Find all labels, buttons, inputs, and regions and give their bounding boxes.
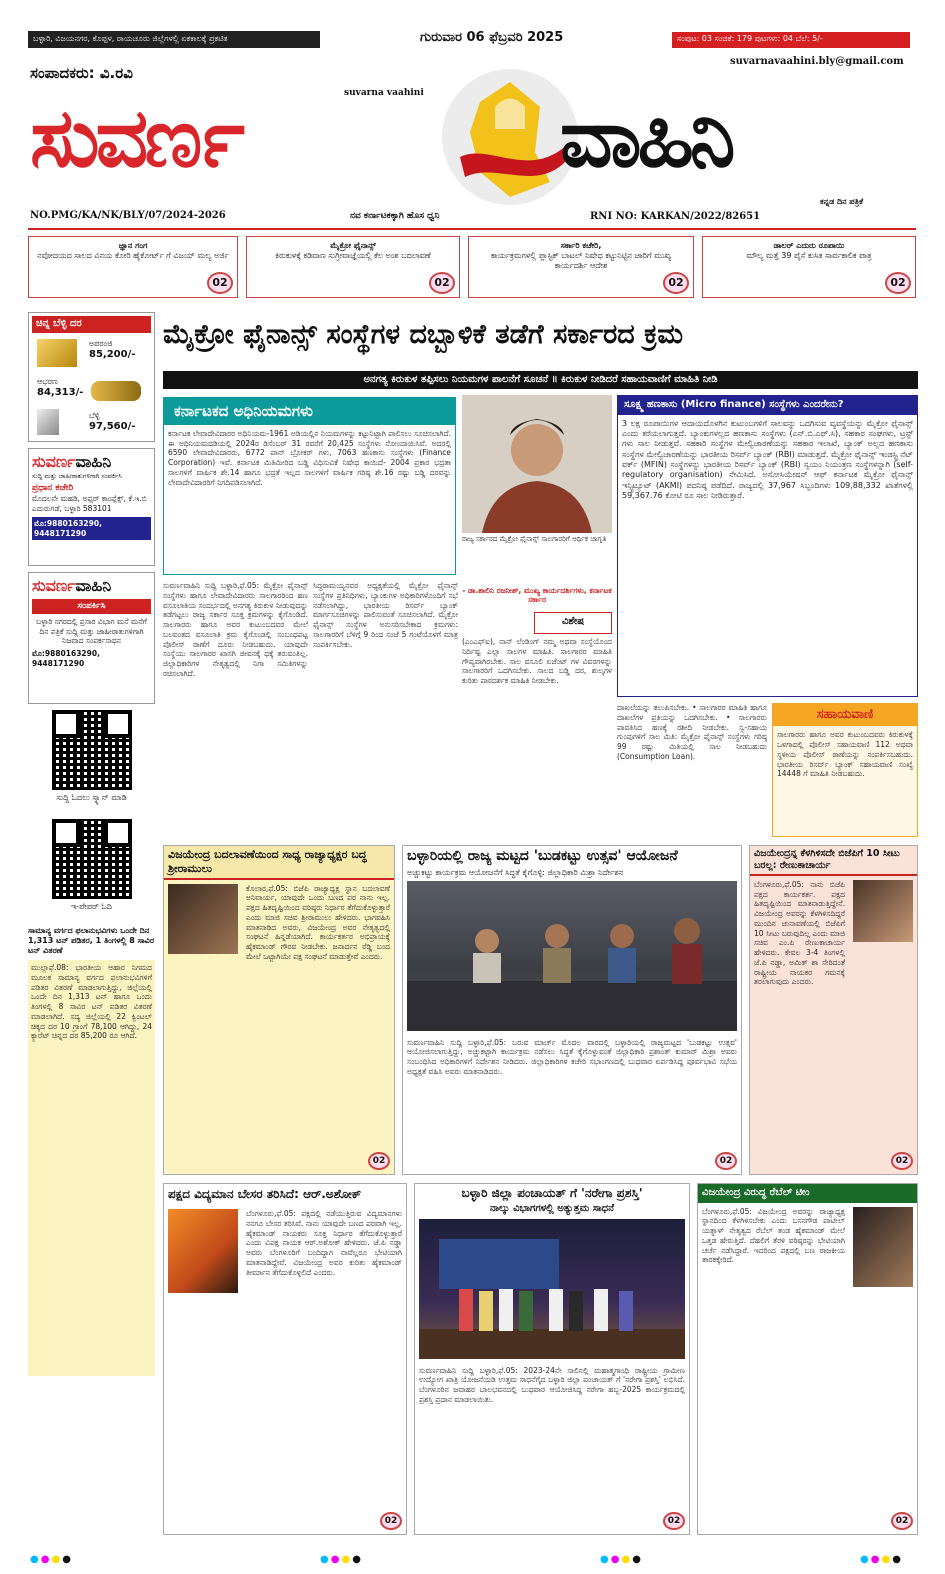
- story-renukacharya[interactable]: [749, 845, 918, 1175]
- acts-box-text: ಕರ್ನಾಟಕ ಲೇವಾದೇವಿದಾರರ ಅಧಿನಿಯಮ-1961 ಅಡಿಯಲ್ಲಿನ ನಿಯಮಗಳನ್ನು ಕಟ್ಟುನಿಟ್ಟಾಗಿ ಪಾಲಿಸಲು ಸೂಚಿಸಲಾಗಿದೆ. ಈ ಅಧಿನಿಯಮದಡಿಯಲ್ಲಿ 2024ರ ಡಿಸೆಂಬರ್ 31 ರವರೆಗೆ 20,425 ಸಂಸ್ಥೆಗಳು ನೋಂದಾಯಿಸಿವೆ. ಅದರಲ್ಲಿ 6590 ಲೇವಾದೇವಿದಾರರು, 6772 ಪಾನ್ ಬ್ರೋಕರ್ ಗಳು, 7063 ಹಣಕಾಸು ಸಂಸ್ಥೆಗಳು (Finance Corporation) ಇವೆ. ಕರ್ನಾಟಕ ಮಿತಿಮೀರಿದ ಬಡ್ಡಿ ವಿಧಿಸುವಿಕೆ ನಿಷೇಧ ಕಾಯಿದೆ- 2004 ಪ್ರಕಾರ ಭದ್ರತಾ ಸಾಲಗಳಿಗೆ ವಾರ್ಷಿಕ ಶೇ.14 ಹಾಗೂ ಭದ್ರತೆ ಇಲ್ಲದ ಸಾಲಗಳಿಗೆ ವಾರ್ಷಿಕ ಗರಿಷ್ಠ ಶೇ.16 ರಷ್ಟು ಬಡ್ಡಿ ದರವನ್ನು ಲೇವಾದೇವಿದಾರರಿಗೆ ನಿಗದಿಪಡಿಸಲಾಗಿದೆ.: [168, 428, 451, 487]
- qr-code-epaper-icon[interactable]: [52, 819, 132, 899]
- helpline-title: ಸಹಾಯವಾಣಿ: [773, 704, 917, 726]
- contact-email[interactable]: suvarnavaahini.bly@gmail.com: [730, 56, 904, 67]
- award-photo: [419, 1219, 685, 1359]
- teaser-text: ಕಿರುಕುಳಕ್ಕೆ ಕಡಿವಾಣ ಸುಗ್ರೀವಾಜ್ಞೆಯಲ್ಲಿ ಕೆಲ ಅಂಶ ಬದಲಾವಣೆ: [275, 251, 431, 260]
- office-phone[interactable]: ಮೊ:9880163290, 9448171290: [32, 517, 151, 540]
- mini-logo: ಸುವರ್ಣವಾಹಿನಿ: [32, 576, 112, 595]
- story-text: ಕೊಲಾರ,ಫೆ.05: ಬಿಜೆಪಿ ರಾಜ್ಯಾಧ್ಯಕ್ಷ ಸ್ಥಾನ ಬದಲಾವಣೆ ಅನಿವಾರ್ಯ, ಯಾವುದೇ ಒಂದು ಬಣದ ಪರ ನಾನು ಇಲ್ಲ. ಪಕ್ಷದ ಹಿತದೃಷ್ಟಿಯಿಂದ ವರಿಷ್ಠರು ನಿರ್ಧಾರ ತೆಗೆದುಕೊಳ್ಳುತ್ತಾರೆ ಎಂದು ಮಾಜಿ ಸಚಿವ ಶ್ರೀರಾಮುಲು ಹೇಳಿದರು. ಭಾಗವಹಿಸಿ ಮಾತನಾಡಿದ ಅವರು, ವಿಜಯೇಂದ್ರ ಅವರ ನೇತೃತ್ವದಲ್ಲಿ ಸಂಘಟನೆ ಹಿನ್ನಡೆಯಾಗಿದೆ. ಕಾರ್ಯಕರ್ತರ ಅಭಿಪ್ರಾಯಕ್ಕೆ ಹೈಕಮಾಂಡ್ ಗೌರವ ನೀಡಬೇಕು. ಜನಾರ್ದನ ರೆಡ್ಡಿ ಬಂದ ಮೇಲೆ ಒಟ್ಟಾಗಿಯೇ ಪಕ್ಷ ಸಂಘಟನೆ ಮಾಡುತ್ತೇವೆ ಎಂದರು.: [246, 883, 390, 961]
- contact-box: [28, 572, 155, 704]
- story-text: ಸುವರ್ಣವಾಹಿನಿ ಸುದ್ದಿ ಬಳ್ಳಾರಿ,ಫೆ.05: ಬರುವ ಮಾರ್ಚ್ ಮೊದಲ ವಾರದಲ್ಲಿ ಬಳ್ಳಾರಿಯಲ್ಲಿ ರಾಜ್ಯಮಟ್ಟದ 'ಬುಡಕಟ್ಟು ಉತ್ಸವ' ಆಯೋಜಿಸಲಾಗುತ್ತಿದ್ದು, ಅಚ್ಚುಕಟ್ಟಾಗಿ ಕಾರ್ಯಕ್ರಮ ನಡೆಸಲು ಸಿದ್ಧತೆ ಕೈಗೊಳ್ಳುವಂತೆ ಜಿಲ್ಲಾಧಿಕಾರಿ ಪ್ರಶಾಂತ್ ಕುಮಾರ್ ಮಿಶ್ರಾ ಅವರು ಸಂಬಂಧಿಸಿದ ಅಧಿಕಾರಿಗಳಿಗೆ ನಿರ್ದೇಶನ ನೀಡಿದರು. ಜಿಲ್ಲಾಧಿಕಾರಿಗಳ ಕಚೇರಿ ಸಭಾಂಗಣದಲ್ಲಿ ಬುಧವಾರ ಏರ್ಪಡಿಸಿದ್ದ ಪೂರ್ವಭಾವಿ ಸಭೆಯ ಅಧ್ಯಕ್ಷತೆ ವಹಿಸಿ ಅವರು ಮಾತನಾಡಿದರು.: [407, 1037, 737, 1076]
- office-box: [28, 448, 155, 566]
- teaser-title: ಸರ್ಕಾರಿ ಕಚೇರಿ,: [560, 241, 602, 250]
- editor-line: ಸಂಪಾದಕರು: ವಿ.ರವಿ: [30, 64, 133, 82]
- teaser-2[interactable]: [246, 236, 460, 298]
- qr-news-caption: ಸುದ್ದಿ ಓದಲು ಸ್ಕ್ಯಾನ್ ಮಾಡಿ: [56, 793, 127, 802]
- masthead-small-name: suvarna vaahini: [344, 88, 424, 98]
- karnataka-emblem-icon: [440, 62, 580, 212]
- microfinance-title: ಸೂಕ್ಷ್ಮ ಹಣಕಾಸು (Micro finance) ಸಂಸ್ಥೆಗಳು ಎಂದರೇನು?: [618, 396, 917, 415]
- gold-jewel-icon: [91, 381, 141, 401]
- qr-code-news-icon[interactable]: [52, 710, 132, 790]
- lead-subhead: ಅನಗತ್ಯ ಕಿರುಕುಳ ತಪ್ಪಿಸಲು ನಿಯಮಗಳ ಪಾಲನೆಗೆ ಸೂಚನೆ ॥ ಕಿರುಕುಳ ನೀಡಿದರೆ ಸಹಾಯವಾಣಿಗೆ ಮಾಹಿತಿ ನೀಡಿ: [163, 371, 918, 389]
- masthead-title-left: ಸುವರ್ಣ: [30, 91, 241, 186]
- helpline-text: ಸಾಲಗಾರರು ಹಾಗೂ ಅವರ ಕುಟುಂಬದವರು ಕಿರುಕುಳಕ್ಕೆ ಒಳಗಾದಲ್ಲಿ ಪೊಲೀಸ್ ಸಹಾಯವಾಣಿ 112 ಅಥವಾ ಸ್ಥಳೀಯ ಪೊಲೀಸ್ ಠಾಣೆಯನ್ನು ಸಂಪರ್ಕಿಸಬಹುದು. ಭಾರತೀಯ ರಿಸರ್ವ್ ಬ್ಯಾಂಕ್ ಸಹಾಯವಾಣಿ ಸಂಖ್ಯೆ 14448 ಗೆ ಮಾಹಿತಿ ನೀಡಬಹುದು.: [777, 730, 913, 779]
- lead-headline[interactable]: ಮೈಕ್ರೋ ಫೈನಾನ್ಸ್ ಸಂಸ್ಥೆಗಳ ದಬ್ಬಾಳಿಕೆ ತಡೆಗೆ ಸರ್ಕಾರದ ಕ್ರಮ: [163, 319, 684, 350]
- story-page: 02: [663, 1512, 685, 1530]
- gold2-price: 84,313/-: [37, 387, 84, 398]
- official-photo: [462, 395, 612, 533]
- story-page: 02: [380, 1512, 402, 1530]
- story-page: 02: [715, 1152, 737, 1170]
- story-title: ಬಳ್ಳಾರಿ ಜಿಲ್ಲಾ ಪಂಚಾಯತ್ ಗೆ 'ನರೇಗಾ ಪ್ರಶಸ್ತಿ': [461, 1186, 643, 1200]
- edition-strip: ಬಳ್ಳಾರಿ, ವಿಜಯನಗರ, ಕೊಪ್ಪಳ, ರಾಯಚೂರು ಜಿಲ್ಲೆಗಳಲ್ಲಿ ಏಕಕಾಲಕ್ಕೆ ಪ್ರಕಟಿತ: [28, 31, 320, 48]
- contact-text: ಬಳ್ಳಾರಿ ನಗರದಲ್ಲಿ ಪ್ರಸಾರ ವಿಭಾಗ ಮನೆ ಮನೆಗೆ ದಿನ ಪತ್ರಿಕೆ ಸುದ್ದಿ ಮತ್ತು ಜಾಹೀರಾತುಗಳಿಗಾಗಿ ನಿಜವಾದ ಸಂಪರ್ಕಸಾಧನ: [36, 617, 147, 645]
- office-address: ಮೊದಲನೇ ಮಹಡಿ, ಅಫ್ಸರ್ ಕಾಂಪ್ಲೆಕ್ಸ್, ಕೆ.ಇ.ಬಿ ಎದುರುಗಡೆ, ಬಳ್ಳಾರಿ 583101: [32, 494, 147, 513]
- silver-label: ಬೆಳ್ಳಿ: [89, 411, 100, 420]
- story-text: ಬೆಂಗಳೂರು,ಫೆ.05: ವಿಜಯೇಂದ್ರ ಅವರನ್ನು ರಾಜ್ಯಾಧ್ಯಕ್ಷ ಸ್ಥಾನದಿಂದ ಕೆಳಗಿಳಿಸಬೇಕು ಎಂದು ಬಸನಗೌಡ ಪಾಟೀಲ್ ಯತ್ನಾಳ್ ನೇತೃತ್ವದ ರೆಬೆಲ್ ತಂಡ ಹೈಕಮಾಂಡ್ ಮೇಲೆ ಒತ್ತಡ ಹೇರುತ್ತಿದೆ. ದೆಹಲಿಗೆ ತೆರಳಿ ವರಿಷ್ಠರನ್ನು ಭೇಟಿಯಾಗಿ ಚರ್ಚೆ ನಡೆಸಿದ್ದಾರೆ. ಇದರಿಂದ ಪಕ್ಷದಲ್ಲಿ ಬಣ ರಾಜಕೀಯ ತಾರಕಕ್ಕೇರಿದೆ.: [702, 1206, 845, 1265]
- teaser-title: ಜ್ಞಾನ ಗಂಗ: [118, 241, 148, 250]
- teaser-4[interactable]: [702, 236, 916, 298]
- acts-box-title: ಕರ್ನಾಟಕದ ಅಧಿನಿಯಮಗಳು: [164, 398, 455, 425]
- teaser-page: 02: [885, 272, 911, 294]
- meeting-scene-icon: [407, 881, 737, 1031]
- teaser-title: ಮೈಕ್ರೋ ಫೈನಾನ್ಸ್: [330, 241, 376, 250]
- teaser-1[interactable]: [28, 236, 238, 298]
- story-title: ಬಳ್ಳಾರಿಯಲ್ಲಿ ರಾಜ್ಯ ಮಟ್ಟದ 'ಬುಡಕಟ್ಟು ಉತ್ಸವ' ಆಯೋಜನೆ: [407, 848, 678, 864]
- rni-number: RNI NO: KARKAN/2022/82651: [590, 211, 761, 222]
- rebel-leader-photo: [853, 1207, 913, 1287]
- story-title: ಪಕ್ಷದ ವಿದ್ಯಮಾನ ಬೇಸರ ತರಿಸಿದೆ: ಆರ್.ಅಶೋಕ್: [168, 1187, 362, 1201]
- teaser-3[interactable]: [468, 236, 694, 298]
- story-page: 02: [891, 1152, 913, 1170]
- gold1-label: ಅಪರಂಜಿ: [89, 339, 113, 348]
- silver-bar-icon: [37, 409, 59, 435]
- story-title: ವಿಜಯೇಂದ್ರ ಬದಲಾವಣೆಯಿಂದ ಸಾಧ್ಯ ರಾಜ್ಯಾಧ್ಯಕ್ಷರ ಬದ್ಧ ಶ್ರೀರಾಮುಲು: [164, 846, 394, 880]
- story-rebel-team[interactable]: [697, 1183, 918, 1535]
- postal-reg-number: NO.PMG/KA/NK/BLY/07/2024-2026: [30, 210, 226, 221]
- ashok-photo: [168, 1209, 238, 1293]
- masthead-divider: [28, 228, 916, 230]
- gold1-price: 85,200/-: [89, 349, 136, 360]
- microfinance-text: 3 ಲಕ್ಷ ರೂಪಾಯಿಗಳ ಆದಾಯದೊಳಗಿನ ಕುಟುಂಬಗಳಿಗೆ ಸಾಲವನ್ನು ಒದಗಿಸುವ ವ್ಯವಸ್ಥೆಯನ್ನು ಮೈಕ್ರೋ ಫೈನಾನ್ಸ್ ಎಂದು ಕರೆಯಲಾಗುತ್ತದೆ. ಬ್ಯಾಂಕುಗಳಲ್ಲದ ಹಣಕಾಸು ಸಂಸ್ಥೆಗಳು (ಎನ್.ಬಿ.ಎಫ್.ಸಿ), ಸಹಕಾರ ಸಂಘಗಳು, ಟ್ರಸ್ಟ್ ಗಳು ಸಾಲ ನೀಡುತ್ತವೆ. ಸಹಕಾರಿ ಸಂಸ್ಥೆಗಳ ಮೇಲ್ವಿಚಾರಣೆಯನ್ನು ಸಹಕಾರ ಇಲಾಖೆ, ಬ್ಯಾಂಕ್ ಅಲ್ಲದ ಹಣಕಾಸು ಸಂಸ್ಥೆಗಳ ಮೇಲ್ವಿಚಾರಣೆಯನ್ನು ಭಾರತೀಯ ರಿಸರ್ವ್ ಬ್ಯಾಂಕ್ (RBI) ಮಾಡುತ್ತದೆ. ಮೈಕ್ರೋ ಫೈನಾನ್ಸ್ ಇಂಡಸ್ಟ್ರಿ ನೆಟ್ ವರ್ಕ್ (MFIN) ಸಂಸ್ಥೆಗಳನ್ನು ಭಾರತೀಯ ರಿಸರ್ವ್ ಬ್ಯಾಂಕ್ (RBI) ಸ್ವಯಂ ನಿಯಂತ್ರಣ ಸಂಸ್ಥೆಗಳನ್ನಾಗಿ (self-regulatory organisation) ನೇಮಿಸಿದೆ. ಅಸೋಸಿಯೇಷನ್ ಆಫ್ ಕರ್ನಾಟಕ ಮೈಕ್ರೋ ಫೈನಾನ್ಸ್ ಇನ್ಸ್ಟಿಟ್ಯೂಟ್ (AKMI) ಪದನಿಷ್ಠ ಪಡೆದಿದೆ. ರಾಜ್ಯದಲ್ಲಿ 37,967 ಸಿಬ್ಬಂದಿಗಳು 109,88,332 ಖಾತೆಗಳಲ್ಲಿ 59,367.76 ಕೋಟಿ ರೂ ಸಾಲ ನೀಡಿರುತ್ತಾರೆ.: [622, 418, 913, 501]
- teaser-text: ಕಾರ್ಯಕ್ರಮಗಳಲ್ಲಿ ಪ್ಲಾಸ್ಟಿಕ್ ಬಾಟಲ್ ನಿಷೇಧ ಕಟ್ಟುನಿಟ್ಟಿನ ಜಾರಿಗೆ ಮುಖ್ಯ ಕಾರ್ಯದರ್ಶಿ ಆದೇಶ: [490, 251, 672, 270]
- sidebar-brief-title: ಸಾಮಾನ್ಯ ವರ್ಗದ ಫಲಾನುಭವಿಗಳು ಒಂದೇ ದಿನ 1,313 ಟನ್ ಪಡಿತರ, 1 ತಿಂಗಳಲ್ಲಿ 8 ಸಾವಿರ ಟನ್ ವಿತರಣೆ: [28, 926, 155, 955]
- masthead-tagline: ನವ ಕರ್ನಾಟಕಕ್ಕಾಗಿ ಹೊಸ ಧ್ವನಿ: [350, 211, 440, 221]
- story-title: ವಿಜಯೇಂದ್ರ ವಿರುದ್ಧ ರೆಬೆಲ್ ಟೀಂ: [698, 1184, 917, 1203]
- ad-tagline: ಸುದ್ದಿ ಮತ್ತು ಜಾಹೀರಾತುಗಳಿಗಾಗಿ ಸಂಪರ್ಕಿಸಿ: [32, 472, 122, 480]
- lead-body-col2: ಸಿದ್ಧರಾಮಯ್ಯನವರ ಅಧ್ಯಕ್ಷತೆಯಲ್ಲಿ ಮೈಕ್ರೋ ಫೈನಾನ್ಸ್ ಸಂಸ್ಥೆಗಳ ಪ್ರತಿನಿಧಿಗಳು, ಬ್ಯಾಂಕುಗಳ ಅಧಿಕಾರಿಗಳೊಂದಿಗೆ ಸಭೆ ನಡೆಸಲಾಗಿದ್ದು, ಭಾರತೀಯ ರಿಸರ್ವ್ ಬ್ಯಾಂಕ್ ಮಾರ್ಗಸೂಚಿಗಳನ್ನು ಪಾಲಿಸುವಂತೆ ಸೂಚಿಸಲಾಗಿದೆ. ಮೈಕ್ರೋ ಫೈನಾನ್ಸ್ ಸಂಸ್ಥೆಗಳ ಅನುಸರಿಸಬೇಕಾದ ಕ್ರಮಗಳು: ಸಾಲಗಾರರಿಗೆ ಬೆಳಿಗ್ಗೆ 9 ರಿಂದ ಸಂಜೆ 5 ಗಂಟೆಯೊಳಗೆ ಮಾತ್ರ ಸಂಪರ್ಕಿಸಬೇಕು.: [313, 581, 458, 649]
- story-text: ಬೆಂಗಳೂರು,ಫೆ.05: ಪಕ್ಷದಲ್ಲಿ ನಡೆಯುತ್ತಿರುವ ವಿದ್ಯಮಾನಗಳು ನನಗೂ ಬೇಸರ ತರಿಸಿವೆ. ನಾನು ಯಾವುದೇ ಬಣದ ಪರವಾಗಿ ಇಲ್ಲ. ಹೈಕಮಾಂಡ್ ನಾಯಕರು ಸೂಕ್ತ ನಿರ್ಧಾರ ತೆಗೆದುಕೊಳ್ಳುತ್ತಾರೆ ಎಂದು ವಿಪಕ್ಷ ನಾಯಕ ಆರ್.ಅಶೋಕ್ ಹೇಳಿದರು. ಜೆ.ಪಿ ನಡ್ಡಾ ಅವರು ಬೆಂಗಳೂರಿಗೆ ಬಂದಿದ್ದಾಗ ನಾವೆಲ್ಲರೂ ಭೇಟಿಯಾಗಿ ಮಾತನಾಡಿದ್ದೇವೆ. ವಿಜಯೇಂದ್ರ ಅವರ ಕುರಿತು ಹೈಕಮಾಂಡ್ ತೀರ್ಮಾನ ತೆಗೆದುಕೊಳ್ಳಲಿದೆ ಎಂದರು.: [246, 1209, 402, 1277]
- qr-epaper-block: [28, 819, 155, 912]
- story-title: ವಿಜಯೇಂದ್ರನ್ನ ಕೆಳಗಿಳಿಸದೇ ಬಿಜೆಪಿಗೆ 10 ಸೀಟು ಬರಲ್ಲ: ರೇಣುಕಾಚಾರ್ಯ: [750, 846, 917, 876]
- gold2-label: ಆಭರಣ: [37, 377, 58, 386]
- award-stage-icon: [419, 1219, 685, 1359]
- acts-box: [163, 397, 456, 575]
- issue-info: ಸಂಪುಟ: 03 ಸಂಚಿಕೆ: 179 ಪುಟಗಳು: 04 ಬೆಲೆ: 5/-: [672, 32, 910, 48]
- contact-phone[interactable]: ಮೊ:9880163290, 9448171290: [32, 649, 100, 668]
- masthead-title-right: ವಾಹಿನಿ: [560, 91, 732, 186]
- gold-rate-box: [28, 312, 155, 442]
- official-photo-caption: ರಾಜ್ಯ ಸರ್ಕಾರದ ಮೈಕ್ರೋ ಫೈನಾನ್ಸ್ ಸಾಲಗಾರರಿಗೆ ಆರ್ಥಿಕ ಜಾಗೃತಿ: [462, 535, 607, 543]
- story-tribal-fest[interactable]: [402, 845, 742, 1175]
- lead-body-col4: ದಾಖಲೆಯನ್ನು ತಲುಪಿಸಬೇಕು. • ಸಾಲಗಾರರ ಮಾಹಿತಿ ಹಾಗೂ ದಾಖಲೆಗಳ ಪ್ರತಿಯನ್ನು ಒದಗಿಸಬೇಕು. • ಸಾಲಗಾರರು ಪಾವತಿಸಿದ ಹಣಕ್ಕೆ ರಶೀದಿ ನೀಡಬೇಕು. ಸ್ವ-ಸಹಾಯ ಗುಂಪುಗಳಿಗೆ ಸಾಲ ಮಿತಿ: ಮೈಕ್ರೋ ಫೈನಾನ್ಸ್ ಸಂಸ್ಥೆಗಳು ಗರಿಷ್ಠ 99 ರಷ್ಟು ಮಿತಿಯಲ್ಲಿ ಸಾಲ ನೀಡಬಹುದು (Consumption Loan).: [617, 703, 767, 761]
- story-text: ಬೆಂಗಳೂರು,ಫೆ.05: ನಾನು ಬಿಜೆಪಿ ಪಕ್ಷದ ಕಾರ್ಯಕರ್ತ. ಪಕ್ಷದ ಹಿತದೃಷ್ಟಿಯಿಂದ ಮಾತನಾಡುತ್ತಿದ್ದೇನೆ. ವಿಜಯೇಂದ್ರ ಅವರನ್ನು ಕೆಳಗಿಳಿಸದಿದ್ದರೆ ಮುಂದಿನ ಚುನಾವಣೆಯಲ್ಲಿ ಬಿಜೆಪಿಗೆ 10 ಸೀಟು ಬರುವುದಿಲ್ಲ ಎಂದು ಮಾಜಿ ಸಚಿವ ಎಂ.ಪಿ ರೇಣುಕಾಚಾರ್ಯ ಹೇಳಿದರು. ಕೇವಲ 3-4 ತಿಂಗಳಲ್ಲಿ ಜೆ.ಪಿ ನಡ್ಡಾ, ಅಮಿತ್ ಶಾ ಸೇರಿದಂತೆ ರಾಷ್ಟ್ರೀಯ ನಾಯಕರ ಗಮನಕ್ಕೆ ತರಲಾಗುವುದು ಎಂದರು.: [754, 879, 845, 987]
- story-subtitle: ಅಚ್ಚುಕಟ್ಟು ಕಾರ್ಯಕ್ರಮ ಆಯೋಜನೆಗೆ ಸಿದ್ಧತೆ ಕೈಗೊಳ್ಳಿ: ಜಿಲ್ಲಾಧಿಕಾರಿ ಮಿಶ್ರಾ ನಿರ್ದೇಶನ: [407, 867, 624, 877]
- print-marks-mid-left: ●●●●: [320, 1553, 363, 1565]
- print-marks-mid-right: ●●●●: [600, 1553, 643, 1565]
- portrait-icon: [462, 395, 612, 533]
- teaser-page: 02: [663, 272, 689, 294]
- teaser-title: ಡಾಲರ್ ಎದುರು ರೂಪಾಯಿ: [773, 241, 845, 250]
- story-subtitle: ನಾಲ್ಕು ವಿಭಾಗಗಳಲ್ಲಿ ಅತ್ಯುತ್ತಮ ಸಾಧನೆ: [489, 1203, 615, 1214]
- issue-date: ಗುರುವಾರ 06 ಫೆಬ್ರವರಿ 2025: [420, 30, 564, 45]
- teaser-page: 02: [207, 272, 233, 294]
- qr-epaper-caption: ಇ-ಪೇಪರ್ ಓದಿ: [71, 902, 112, 911]
- story-narega-award[interactable]: [414, 1183, 690, 1535]
- office-title: ಪ್ರಧಾನ ಕಚೇರಿ: [32, 483, 74, 494]
- print-marks-right: ●●●●: [860, 1553, 903, 1565]
- gold-bar-icon: [37, 339, 77, 367]
- meeting-photo: [407, 881, 737, 1031]
- special-badge: ವಿಶೇಷ: [534, 612, 612, 634]
- sidebar-brief-text: ಮುಲ್ಲಾಫೆ.08: ಭಾರತೀಯ ಆಹಾರ ನಿಗಮದ ಮೂಲಕ ಸಾಮಾನ್ಯ ವರ್ಗದ ಫಲಾನುಭವಿಗಳಿಗೆ ಪಡಿತರ ವಿತರಣೆ ಮಾಡಲಾಗುತ್ತಿದ್ದು, ಜಿಲ್ಲೆಯಲ್ಲಿ ಒಂದೇ ದಿನ 1,313 ಟನ್ ಹಾಗೂ ಒಂದು ತಿಂಗಳಲ್ಲಿ 8 ಸಾವಿರ ಟನ್ ಪಡಿತರ ವಿತರಣೆ ಮಾಡಲಾಗಿದೆ. ಸದ್ಯ ಜಿಲ್ಲೆಯಲ್ಲಿ 22 ಕ್ವಿಂಟಲ್ ಚಿಕ್ಕದ ದರ 10 ಗ್ರಾಂಗೆ 78,100 ಆಗಿದ್ದು, 24 ಕ್ಯಾರೆಟ್ ಚಿನ್ನದ ದರ 85,200 ರೂ ಆಗಿದೆ.: [28, 960, 155, 1376]
- sriramulu-photo: [168, 884, 238, 954]
- silver-price: 97,560/-: [89, 421, 136, 432]
- story-page: 02: [891, 1512, 913, 1530]
- daily-label: ಕನ್ನಡ ದಿನ ಪತ್ರಿಕೆ: [820, 197, 864, 206]
- gold-rate-title: ಚಿನ್ನ ಬೆಳ್ಳಿ ದರ: [32, 316, 151, 333]
- helpline-box: [772, 703, 918, 837]
- renukacharya-photo: [853, 880, 913, 942]
- lead-body-col1: ಸುವರ್ಣವಾಹಿನಿ ಸುದ್ದಿ ಬಳ್ಳಾರಿ,ಫೆ.05: ಮೈಕ್ರೋ ಫೈನಾನ್ಸ್ ಸಂಸ್ಥೆಗಳು ಹಾಗೂ ಲೇವಾದೇವಿದಾರರು ಸಾಲಗಾರರಿಂದ ಹಣ ವಸೂಲಾತಿಯ ಸಂದರ್ಭದಲ್ಲಿ ಅನಗತ್ಯ ಕಿರುಕುಳ ನೀಡುವುದನ್ನು ತಡೆಗಟ್ಟಲು ರಾಜ್ಯ ಸರ್ಕಾರ ಸೂಕ್ತ ಕ್ರಮಗಳನ್ನು ಕೈಗೊಂಡಿದೆ. ಸಾಲಗಾರರು ಹಾಗೂ ಅವರ ಕುಟುಂಬದವರ ಮೇಲೆ ಬಲವಂತದ ವಸೂಲಾತಿ ಕ್ರಮ ಕೈಗೊಂಡಲ್ಲಿ ಸಂಬಂಧಪಟ್ಟ ಪೊಲೀಸ್ ಠಾಣೆಗೆ ದೂರು ನೀಡಬಹುದು. ಯಾವುದೇ ಸಂಸ್ಥೆಯು ಸಾಲಗಾರರ ಖಾಸಗಿ ಜೀವನಕ್ಕೆ ಧಕ್ಕೆ ತರುವಂತಿಲ್ಲ. ಜಿಲ್ಲಾಧಿಕಾರಿಗಳ ನೇತೃತ್ವದಲ್ಲಿ ನಿಗಾ ಸಮಿತಿಗಳನ್ನು ರಚಿಸಲಾಗಿದೆ.: [163, 581, 308, 678]
- lead-body-col3: (ಎಂಎಫ್ಐ), ನಾನ್ ಲೆಂಡಿಂಗ್ ನಮ್ಮ ಅಥವಾ ಸಂಸ್ಥೆಯೊಂದ ನಿರ್ದಿಷ್ಟ ಎಲ್ಲಾ ಸಾಲಗಳ ಮಾಹಿತಿ. ಸಾಲಗಾರರ ಮಾಹಿತಿ ಗೌಪ್ಯವಾಗಿರಬೇಕು. ಸಾಲ ವಸೂಲಿ ಏಜೆಂಟ್ ಗಳ ವಿವರಗಳನ್ನು ಸಾಲಗಾರರಿಗೆ ಒದಗಿಸಬೇಕು. ಸಾಲದ ಬಡ್ಡಿ ದರ, ಶುಲ್ಕಗಳ ಕುರಿತು ಪಾರದರ್ಶಕ ಮಾಹಿತಿ ನೀಡಬೇಕು.: [462, 637, 612, 685]
- qr-news-block: [28, 710, 155, 803]
- story-ashok[interactable]: [163, 1183, 407, 1535]
- official-author: - ಡಾ.ಶಾಲಿನಿ ರಜನೀಶ್, ಮುಖ್ಯ ಕಾರ್ಯದರ್ಶಿಗಳು, ಕರ್ನಾಟಕ ಸರ್ಕಾರ: [462, 586, 612, 605]
- mini-logo: ಸುವರ್ಣವಾಹಿನಿ: [32, 452, 112, 471]
- teaser-page: 02: [429, 272, 455, 294]
- contact-title: ಸಂಪರ್ಕಿಸಿ: [32, 599, 151, 614]
- left-sidebar: [28, 312, 155, 1376]
- print-marks-left: ●●●●: [30, 1553, 73, 1565]
- story-text: ಸುವರ್ಣವಾಹಿನಿ ಸುದ್ದಿ ಬಳ್ಳಾರಿ,ಫೆ.05: 2023-24ನೇ ಸಾಲಿನಲ್ಲಿ ಮಹಾತ್ಮಗಾಂಧಿ ರಾಷ್ಟ್ರೀಯ ಗ್ರಾಮೀಣ ಉದ್ಯೋಗ ಖಾತ್ರಿ ಯೋಜನೆಯಡಿ ಉತ್ತಮ ಸಾಧನೆಗೈದ ಬಳ್ಳಾರಿ ಜಿಲ್ಲಾ ಪಂಚಾಯತ್ ಗೆ 'ನರೇಗಾ ಪ್ರಶಸ್ತಿ' ಲಭಿಸಿದೆ. ಬೆಂಗಳೂರಿನ ಜವಾಹರ ಬಾಲಭವನದಲ್ಲಿ ಬುಧವಾರ ಆಯೋಜಿಸಿದ್ದ ನರೇಗಾ ಹಬ್ಬ-2025 ಕಾರ್ಯಕ್ರಮದಲ್ಲಿ ಪ್ರಶಸ್ತಿ ಪ್ರದಾನ ಮಾಡಲಾಯಿತು.: [419, 1365, 685, 1404]
- story-sriramulu[interactable]: [163, 845, 395, 1175]
- teaser-text: ಮೌಲ್ಯ ಮತ್ತೆ 39 ಪೈಸೆ ಕುಸಿತ ಸಾರ್ವಕಾಲಿಕ ಪಾತ್ರ: [746, 251, 872, 260]
- microfinance-box: [617, 395, 918, 697]
- teaser-text: ನವೋದಯದ ಸಾಲದ ವಿನಯ ಕೋರಿ ಹೈಕೋರ್ಟ್ ಗೆ ವಿಜಯ್ ಮಲ್ಯ ಅರ್ಜಿ: [37, 251, 229, 260]
- story-page: 02: [368, 1152, 390, 1170]
